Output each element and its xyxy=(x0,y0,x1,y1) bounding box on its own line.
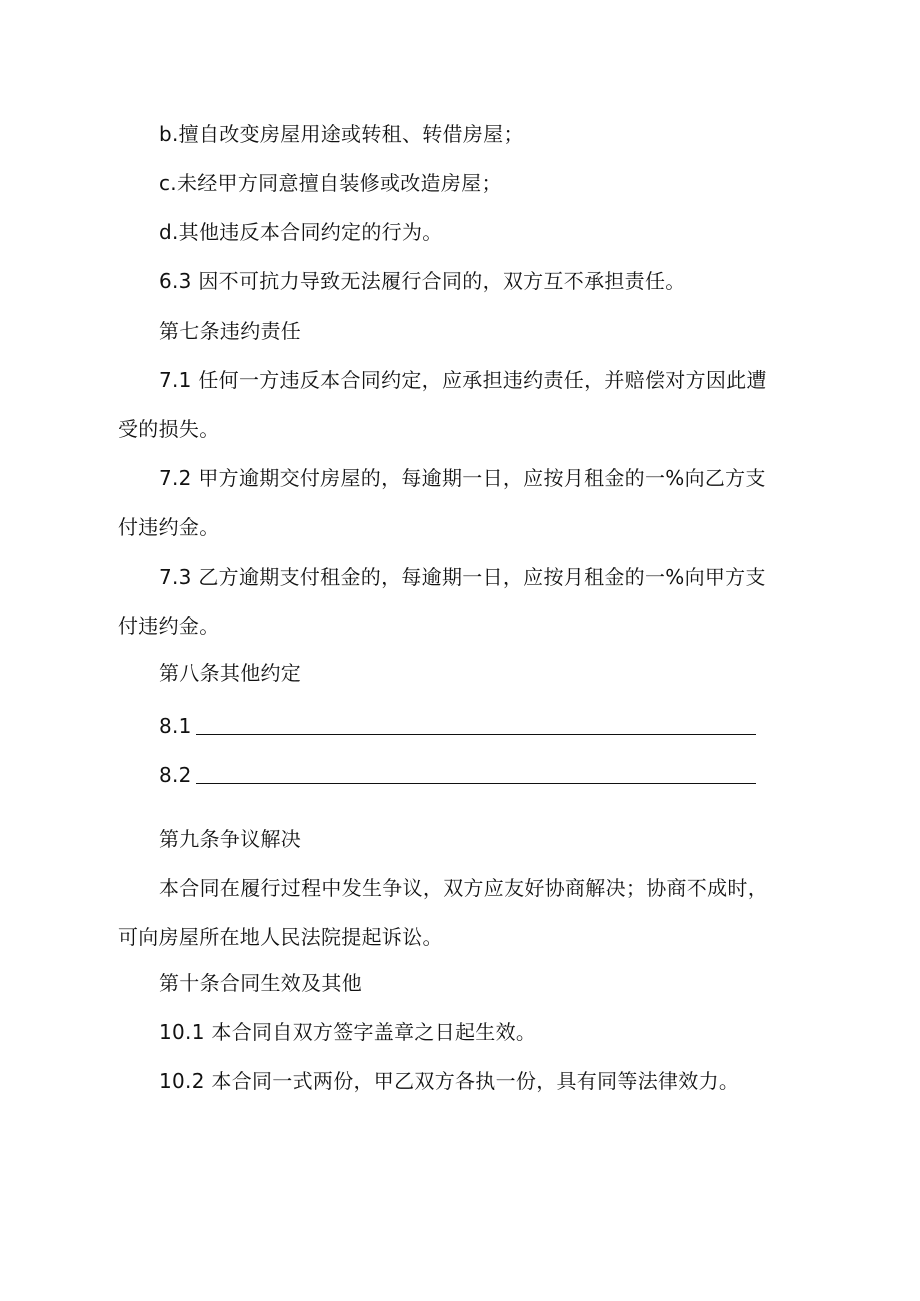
article-9-title: 第九条争议解决 xyxy=(159,827,302,851)
clause-8-2-blank-line xyxy=(196,783,756,784)
clause-item-c: c.未经甲方同意擅自装修或改造房屋； xyxy=(159,171,502,195)
article-8-title: 第八条其他约定 xyxy=(159,661,302,685)
clause-8-1-blank-line xyxy=(196,734,756,735)
clause-7-3-line1: 7.3 乙方逾期支付租金的，每逾期一日，应按月租金的一%向甲方支 xyxy=(159,565,766,589)
clause-8-2 xyxy=(159,762,756,788)
clause-7-2-line2: 付违约金。 xyxy=(118,515,220,539)
clause-item-d: d.其他违反本合同约定的行为。 xyxy=(159,220,443,244)
clause-7-1-line1: 7.1 任何一方违反本合同约定，应承担违约责任，并赔偿对方因此遭 xyxy=(159,368,767,392)
clause-7-2-line1: 7.2 甲方逾期交付房屋的，每逾期一日，应按月租金的一%向乙方支 xyxy=(159,466,766,490)
clause-7-3-line2: 付违约金。 xyxy=(118,614,220,638)
clause-10-2: 10.2 本合同一式两份，甲乙双方各执一份，具有同等法律效力。 xyxy=(159,1069,740,1093)
article-7-title: 第七条违约责任 xyxy=(159,319,302,343)
clause-8-2-label: 8.2 xyxy=(159,763,192,787)
article-9-body-line1: 本合同在履行过程中发生争议，双方应友好协商解决；协商不成时， xyxy=(159,876,768,900)
clause-8-1-label: 8.1 xyxy=(159,714,192,738)
clause-6-3: 6.3 因不可抗力导致无法履行合同的，双方互不承担责任。 xyxy=(159,269,686,293)
clause-10-1: 10.1 本合同自双方签字盖章之日起生效。 xyxy=(159,1020,537,1044)
article-10-title: 第十条合同生效及其他 xyxy=(159,971,362,995)
article-9-body-line2: 可向房屋所在地人民法院提起诉讼。 xyxy=(118,925,443,949)
clause-8-1 xyxy=(159,713,756,739)
clause-7-1-line2: 受的损失。 xyxy=(118,417,220,441)
clause-item-b: b.擅自改变房屋用途或转租、转借房屋； xyxy=(159,122,524,146)
